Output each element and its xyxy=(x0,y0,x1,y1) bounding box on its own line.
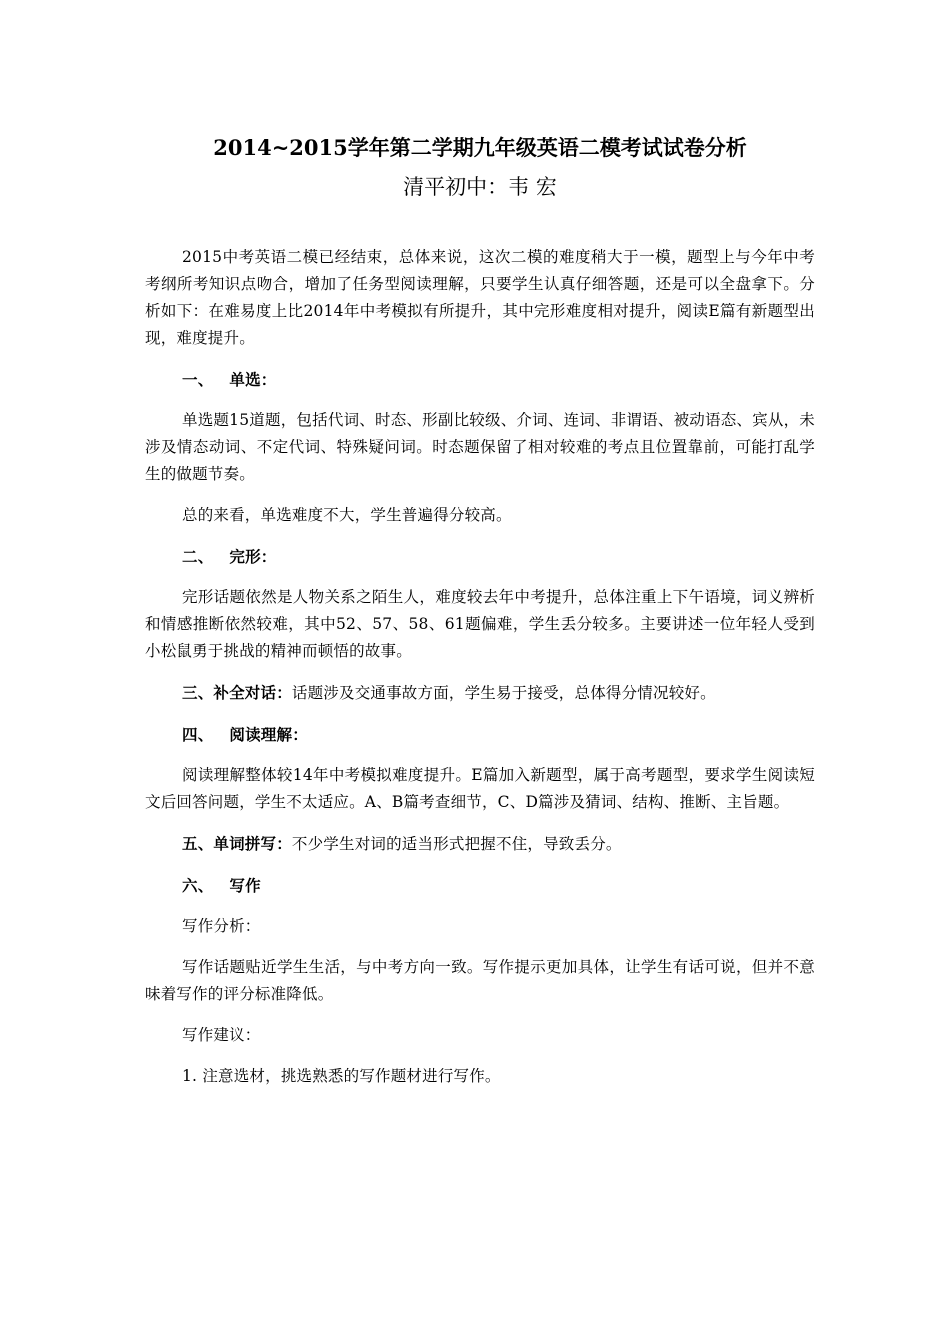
section-number: 一、 xyxy=(182,370,214,389)
single-choice-paragraph-1: 单选题15道题，包括代词、时态、形副比较级、介词、连词、非谓语、被动语态、宾从，未涉及情态动词、不定代词、特殊疑问词。时态题保留了相对较难的考点且位置靠前，可能打乱学生的做题节奏。 xyxy=(145,411,815,483)
author-line: 清平初中：韦 宏 xyxy=(403,175,557,199)
cloze-paragraph: 完形话题依然是人物关系之陌生人，难度较去年中考提升，总体注重上下午语境，词义辨析和情感推断依然较难，其中52、57、58、61题偏难，学生丢分较多。主要讲述一位年轻人受到小松鼠勇于挑战的精神而顿悟的故事。 xyxy=(145,588,815,660)
section-heading-single-choice xyxy=(145,366,815,393)
section-number: 六、 xyxy=(182,876,214,895)
section-title: 完形： xyxy=(229,547,277,566)
document-page xyxy=(145,0,815,1344)
writing-advice-label: 写作建议： xyxy=(182,1026,261,1044)
writing-advice-item-1: 1. 注意选材，挑选熟悉的写作题材进行写作。 xyxy=(182,1067,501,1085)
spelling-paragraph xyxy=(145,830,815,858)
section-heading-writing xyxy=(145,872,815,899)
section-heading-reading xyxy=(145,721,815,748)
dialogue-text: 话题涉及交通事故方面，学生易于接受，总体得分情况较好。 xyxy=(291,684,716,702)
intro-paragraph: 2015中考英语二模已经结束，总体来说，这次二模的难度稍大于一模，题型上与今年中考考纲所考知识点吻合，增加了任务型阅读理解，只要学生认真仔细答题，还是可以全盘拿下。分析如下：在难易度上比2014年中考模拟有所提升，其中完形难度相对提升，阅读E篇有新题型出现，难度提升。 xyxy=(145,248,815,347)
writing-analysis-paragraph: 写作话题贴近学生生活，与中考方向一致。写作提示更加具体，让学生有话可说，但并不意味着写作的评分标准降低。 xyxy=(145,958,815,1003)
section-heading-cloze xyxy=(145,543,815,570)
dialogue-paragraph xyxy=(145,679,815,707)
reading-paragraph: 阅读理解整体较14年中考模拟难度提升。E篇加入新题型，属于高考题型，要求学生阅读短文后回答问题，学生不太适应。A、B篇考查细节，C、D篇涉及猜词、结构、推断、主旨题。 xyxy=(145,766,815,811)
document-title: 2014~2015学年第二学期九年级英语二模考试试卷分析 xyxy=(213,135,747,160)
section-number: 四、 xyxy=(182,725,214,744)
writing-analysis-label: 写作分析： xyxy=(182,917,261,935)
section-title: 阅读理解： xyxy=(229,725,308,744)
spelling-text: 不少学生对词的适当形式把握不住，导致丢分。 xyxy=(291,835,622,853)
section-title: 写作 xyxy=(229,876,261,895)
section-title: 三、补全对话： xyxy=(182,683,292,702)
section-title: 单选： xyxy=(229,370,277,389)
section-title: 五、单词拼写： xyxy=(182,834,292,853)
document-body xyxy=(145,244,815,1104)
section-number: 二、 xyxy=(182,547,214,566)
single-choice-paragraph-2: 总的来看，单选难度不大，学生普遍得分较高。 xyxy=(182,506,512,524)
